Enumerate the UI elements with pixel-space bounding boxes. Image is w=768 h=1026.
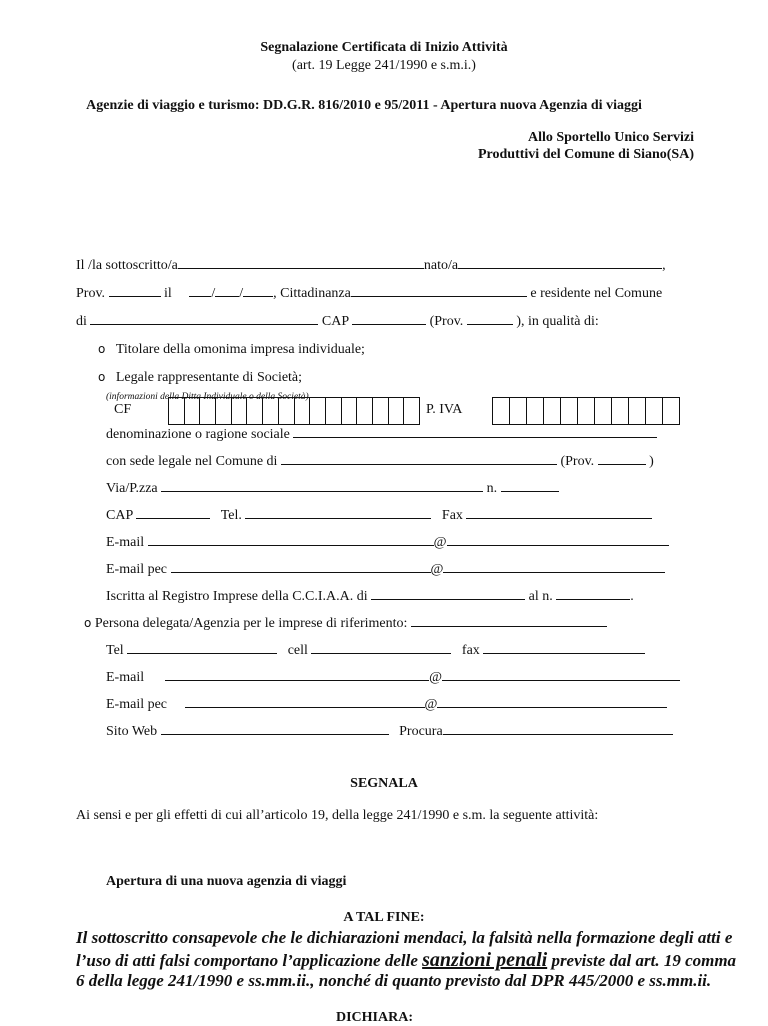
name-field[interactable] <box>178 268 424 269</box>
label-at: @ <box>424 697 438 712</box>
sede-cap-field[interactable] <box>136 518 210 519</box>
sede-comune-field[interactable] <box>281 464 557 465</box>
tel-field[interactable] <box>245 518 431 519</box>
label-iscritta: Iscritta al Registro Imprese della C.C.I.A.A. di <box>106 589 368 604</box>
option-titolare-label: Titolare della omonima impresa individuale; <box>115 342 365 357</box>
label-at: @ <box>429 670 443 685</box>
declaration-line-2 <box>76 949 736 972</box>
ai-sensi-text: Ai sensi e per gli effetti di cui all’articolo 19, della legge 241/1990 e s.m. la seguente attività: <box>76 808 599 823</box>
via-field[interactable] <box>161 491 483 492</box>
label-procura: Procura <box>399 724 443 739</box>
label-cell: cell <box>287 643 308 658</box>
info-note: (informazioni della Ditta Individuale o della Società) <box>106 392 309 402</box>
bullet-icon: o <box>84 616 92 630</box>
label-residente: e residente nel Comune <box>530 286 663 301</box>
registro-line <box>106 589 634 605</box>
email-domain-field[interactable] <box>447 545 669 546</box>
label-fax: fax <box>461 643 480 658</box>
label-prov: Prov. <box>76 286 106 301</box>
label-at: @ <box>433 535 447 550</box>
fax-field[interactable] <box>466 518 652 519</box>
label-qualita: ), in qualità di: <box>516 314 599 329</box>
sede-prov-field[interactable] <box>598 464 646 465</box>
label-cap: CAP <box>321 314 349 329</box>
delegata-pec-domain-field[interactable] <box>437 707 667 708</box>
date-slash: / <box>211 286 216 301</box>
declaration-line-1: Il sottoscritto consapevole che le dichiarazioni mendaci, la falsità nella formazione degli atti e <box>76 928 733 947</box>
delegata-fax-field[interactable] <box>483 653 645 654</box>
label-email-pec: E-mail pec <box>106 562 168 577</box>
email-line <box>106 535 669 551</box>
declaration-line-2a: l’uso di atti falsi comportano l’applicazione delle <box>76 951 423 970</box>
label-period: . <box>630 589 634 604</box>
label-via: Via/P.zza <box>106 481 158 496</box>
label-piva: P. IVA <box>426 402 463 417</box>
birth-day-field[interactable] <box>189 296 211 297</box>
label-email: E-mail <box>106 670 145 685</box>
delegata-pec-user-field[interactable] <box>185 707 425 708</box>
rea-number-field[interactable] <box>556 599 630 600</box>
label-al-n: al n. <box>528 589 553 604</box>
label-at: @ <box>430 562 444 577</box>
comune-field[interactable] <box>90 324 318 325</box>
birthplace-field[interactable] <box>458 268 662 269</box>
label-prov-open: (Prov. <box>560 454 595 469</box>
piva-boxes[interactable] <box>492 397 680 425</box>
label-prov-open: (Prov. <box>429 314 464 329</box>
denominazione-line <box>106 427 657 443</box>
residence-prov-field[interactable] <box>467 324 513 325</box>
declaration-line-2b: previste dal art. 19 comma <box>547 951 737 970</box>
denominazione-field[interactable] <box>293 437 657 438</box>
option-delegata-label: Persona delegata/Agenzia per le imprese di riferimento: <box>94 616 408 631</box>
label-il: il <box>164 286 172 301</box>
label-tel: Tel. <box>220 508 242 523</box>
label-comma: , <box>662 258 666 273</box>
sanzioni-penali: sanzioni penali <box>422 949 548 971</box>
contacts-line <box>106 508 652 524</box>
delegata-cell-field[interactable] <box>311 653 451 654</box>
segnala-heading: SEGNALA <box>350 776 418 791</box>
label-denominazione: denominazione o ragione sociale <box>106 427 290 442</box>
document-subtitle: (art. 19 Legge 241/1990 e s.m.i.) <box>292 58 476 73</box>
email-user-field[interactable] <box>148 545 434 546</box>
option-legale[interactable] <box>98 370 302 386</box>
label-tel: Tel <box>106 643 124 658</box>
delegata-tel-field[interactable] <box>127 653 277 654</box>
date-slash: / <box>239 286 244 301</box>
label-email: E-mail <box>106 535 145 550</box>
bullet-icon: o <box>98 370 106 384</box>
delegata-email-user-field[interactable] <box>165 680 429 681</box>
dichiara-heading: DICHIARA: <box>336 1010 413 1025</box>
recipient-line-2: Produttivi del Comune di Siano(SA) <box>478 147 694 162</box>
birth-month-field[interactable] <box>215 296 239 297</box>
procura-field[interactable] <box>443 734 673 735</box>
applicant-line <box>76 258 666 274</box>
label-nato: nato/a <box>423 258 459 273</box>
label-sede: con sede legale nel Comune di <box>106 454 278 469</box>
label-prov-close: ) <box>649 454 654 469</box>
prov-field[interactable] <box>109 296 161 297</box>
label-n: n. <box>486 481 498 496</box>
option-titolare[interactable] <box>98 342 365 358</box>
option-delegata[interactable] <box>84 616 607 632</box>
pec-domain-field[interactable] <box>443 572 665 573</box>
label-cittadinanza: , Cittadinanza <box>273 286 351 301</box>
cittadinanza-field[interactable] <box>351 296 527 297</box>
bullet-icon: o <box>98 342 106 356</box>
label-fax: Fax <box>441 508 463 523</box>
a-tal-fine-heading: A TAL FINE: <box>343 910 425 925</box>
via-line <box>106 481 559 497</box>
label-sottoscritto: Il /la sottoscritto/a <box>76 258 178 273</box>
option-legale-label: Legale rappresentante di Società; <box>115 370 303 385</box>
pec-user-field[interactable] <box>171 572 431 573</box>
birth-line <box>76 286 662 302</box>
document-title: Segnalazione Certificata di Inizio Attività <box>260 40 508 55</box>
cciaa-field[interactable] <box>371 599 525 600</box>
cf-boxes[interactable] <box>168 397 420 425</box>
label-di: di <box>76 314 87 329</box>
declaration-line-3: 6 della legge 241/1990 e ss.mm.ii., nonché di quanto previsto dal DPR 445/2000 e ss.mm.ii. <box>76 971 712 990</box>
label-cf: CF <box>114 402 132 417</box>
cap-field[interactable] <box>352 324 426 325</box>
delegata-pec-line <box>106 697 667 713</box>
birth-year-field[interactable] <box>243 296 273 297</box>
pec-line <box>106 562 665 578</box>
delegata-field[interactable] <box>411 626 607 627</box>
sito-field[interactable] <box>161 734 389 735</box>
residence-line <box>76 314 599 330</box>
delegata-email-line <box>106 670 680 686</box>
label-cap: CAP <box>106 508 133 523</box>
civico-field[interactable] <box>501 491 559 492</box>
sito-line <box>106 724 673 740</box>
recipient-line-1: Allo Sportello Unico Servizi <box>527 130 694 145</box>
label-email-pec: E-mail pec <box>106 697 168 712</box>
apertura-text: Apertura di una nuova agenzia di viaggi <box>106 874 347 889</box>
label-sito: Sito Web <box>106 724 158 739</box>
delegata-contacts-line <box>106 643 645 659</box>
delegata-email-domain-field[interactable] <box>442 680 680 681</box>
sede-line <box>106 454 654 470</box>
document-subject: Agenzie di viaggio e turismo: DD.G.R. 816/2010 e 95/2011 - Apertura nuova Agenzia di viaggi <box>86 98 642 113</box>
